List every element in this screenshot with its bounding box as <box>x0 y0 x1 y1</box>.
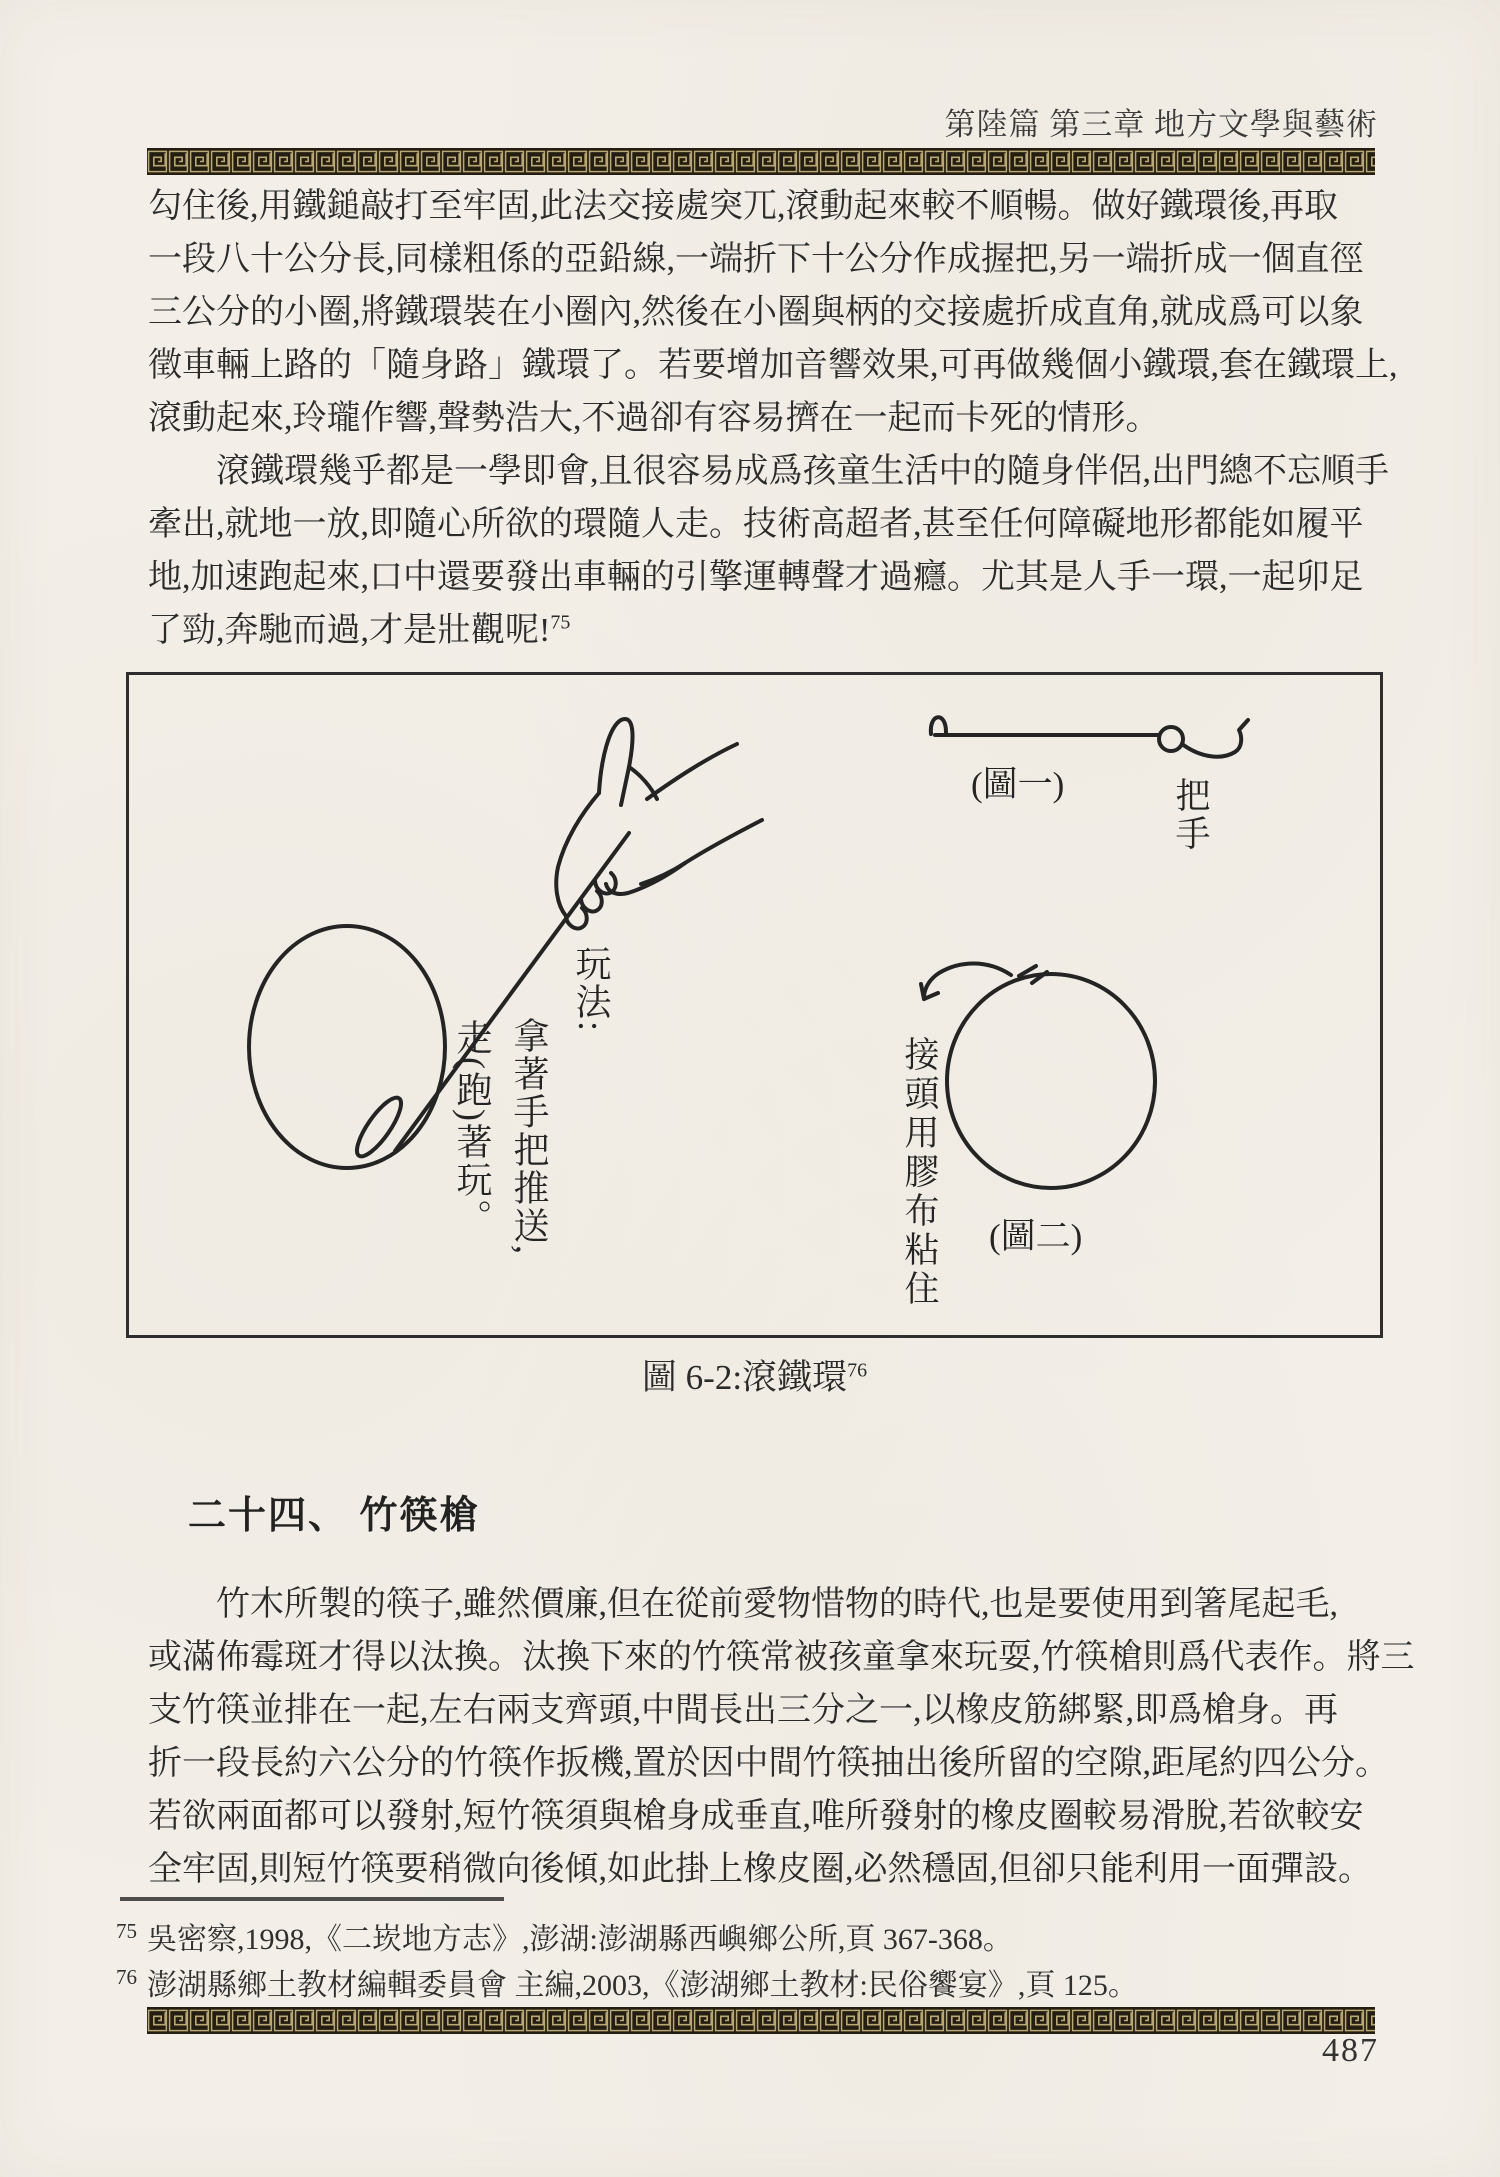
body-line: 或滿佈霉斑才得以汰換。汰換下來的竹筷常被孩童拿來玩耍,竹筷槍則爲代表作。將三 <box>148 1639 1415 1676</box>
footnote-number: 76 <box>116 1965 137 1989</box>
play-method-line1: 拿著手把推送, <box>509 1017 549 1256</box>
footnote-ref-75: 75 <box>550 611 571 634</box>
footnote-text: 澎湖縣鄉土教材編輯委員會 主編,2003,《澎湖鄉土教材:民俗饗宴》,頁 125。 <box>147 1969 1138 2002</box>
running-header: 第陸篇 第三章 地方文學與藝術 <box>944 107 1378 142</box>
body-line-text: 了勁,奔馳而過,才是壯觀呢! <box>148 612 551 649</box>
footnote-75 <box>116 1908 1386 1954</box>
body-line: 三公分的小圈,將鐵環裝在小圈內,然後在小圈與柄的交接處折成直角,就成爲可以象 <box>148 294 1364 331</box>
meander-border-bottom <box>147 2007 1375 2034</box>
figure-caption-text: 圖 6-2:滾鐵環 <box>641 1358 848 1397</box>
section-heading: 二十四、 竹筷槍 <box>188 1495 480 1537</box>
footnote-76 <box>116 1954 1386 2000</box>
footnote-number: 75 <box>116 1919 137 1943</box>
body-line: 折一段長約六公分的竹筷作扳機,置於因中間竹筷抽出後所留的空隙,距尾約四公分。 <box>148 1745 1389 1782</box>
handle-drawing <box>931 717 1248 756</box>
figure-box <box>126 672 1383 1338</box>
arrow-head <box>921 984 924 999</box>
figure2-label: (圖二) <box>989 1217 1083 1256</box>
paragraph-1 <box>148 180 1398 445</box>
figure-caption <box>126 1350 1383 1400</box>
body-line: 一段八十公分長,同樣粗係的亞鉛線,一端折下十公分作成握把,另一端折成一個直徑 <box>148 241 1364 278</box>
handle-label: 把手 <box>1171 777 1210 853</box>
paragraph-2 <box>148 445 1389 657</box>
body-line: 滾鐵環幾乎都是一學即會,且很容易成爲孩童生活中的隨身伴侶,出門總不忘順手 <box>216 453 1389 490</box>
body-line: 滾動起來,玲瓏作響,聲勢浩大,不過卻有容易擠在一起而卡死的情形。 <box>148 400 1160 437</box>
joint-tape-label: 接頭用膠布粘住 <box>900 1036 939 1309</box>
body-line: 竹木所製的筷子,雖然價廉,但在從前愛物惜物的時代,也是要使用到箸尾起毛, <box>216 1586 1338 1623</box>
figure1-label: (圖一) <box>971 765 1065 804</box>
paragraph-3 <box>148 1578 1415 1896</box>
body-line: 全牢固,則短竹筷要稍微向後傾,如此掛上橡皮圈,必然穩固,但卻只能利用一面彈設。 <box>148 1851 1372 1888</box>
body-line: 若欲兩面都可以發射,短竹筷須與槍身成垂直,唯所發射的橡皮圈較易滑脫,若欲較安 <box>148 1798 1364 1835</box>
footnote-separator <box>120 1897 504 1901</box>
body-line: 地,加速跑起來,口中還要發出車輛的引擎運轉聲才過癮。尤其是人手一環,一起卯足 <box>148 559 1364 596</box>
footnote-text: 吳密察,1998,《二崁地方志》,澎湖:澎湖縣西嶼鄉公所,頁 367-368。 <box>147 1923 1013 1956</box>
body-line: 勾住後,用鐵鎚敲打至牢固,此法交接處突兀,滾動起來較不順暢。做好鐵環後,再取 <box>148 188 1338 225</box>
meander-border-top <box>147 148 1375 175</box>
body-line: 支竹筷並排在一起,左右兩支齊頭,中間長出三分之一,以橡皮筋綁緊,即爲槍身。再 <box>148 1692 1338 1729</box>
figure-drawing <box>129 675 1380 1335</box>
body-line <box>148 604 1382 657</box>
body-line: 徵車輛上路的「隨身路」鐵環了。若要增加音響效果,可再做幾個小鐵環,套在鐵環上, <box>148 347 1398 384</box>
play-method-title: 玩法: <box>571 945 611 1034</box>
body-line: 牽出,就地一放,即隨心所欲的環隨人走。技術高超者,甚至任何障礙地形都能如履平 <box>148 506 1364 543</box>
hand-drawing <box>556 719 762 929</box>
taped-hoop-drawing <box>921 964 1155 1189</box>
hoop-drawing <box>249 926 445 1168</box>
play-method-line2: 走(跑)著玩。 <box>452 1019 492 1237</box>
footnote-ref-76: 76 <box>847 1359 868 1382</box>
page-number: 487 <box>1322 2032 1379 2069</box>
